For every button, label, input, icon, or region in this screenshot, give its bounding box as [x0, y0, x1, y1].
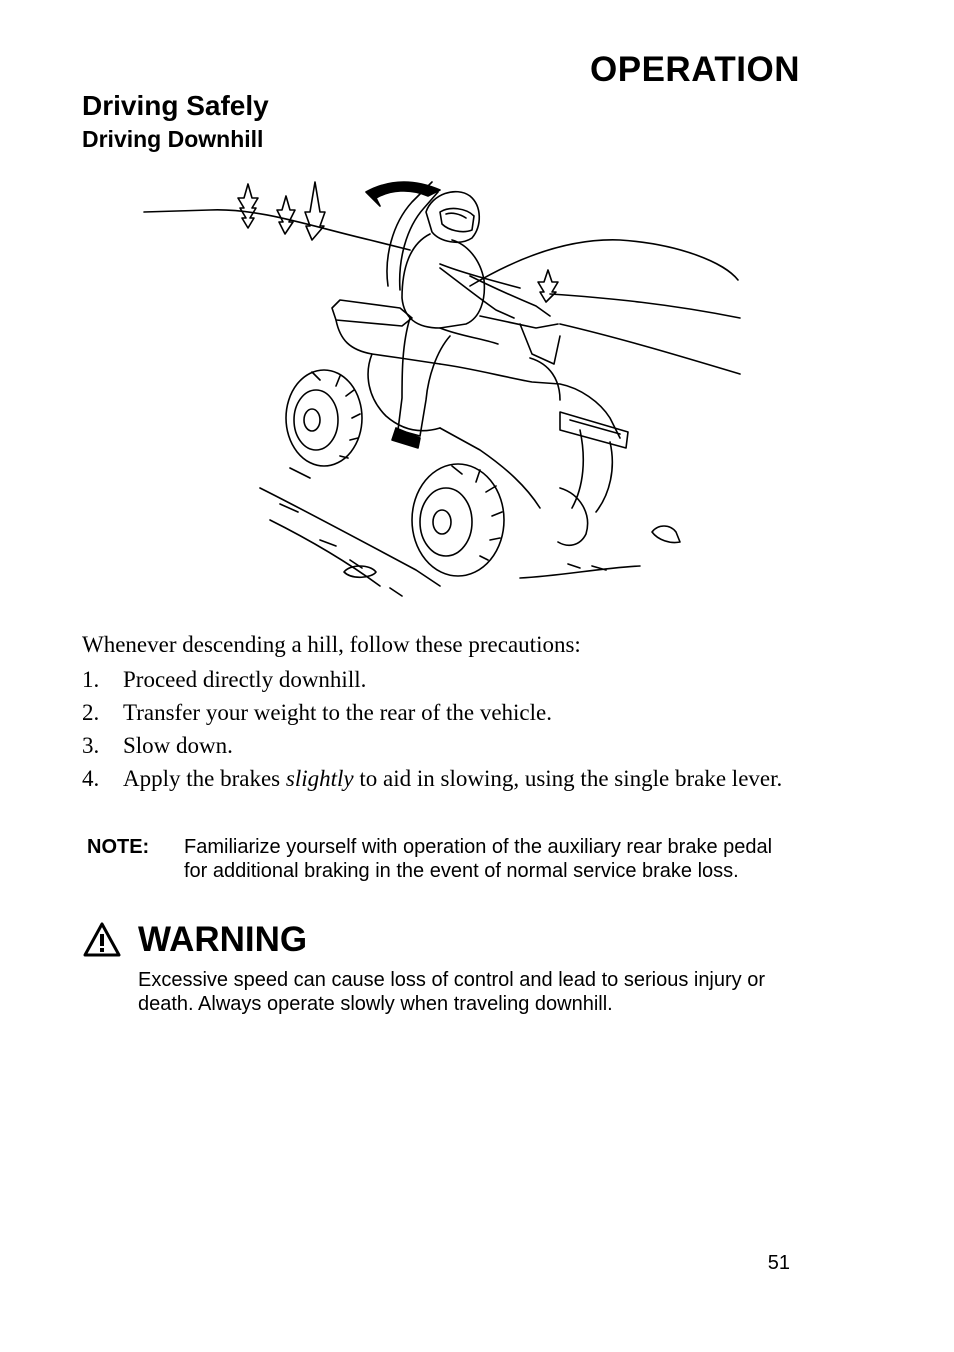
warning-heading	[82, 918, 307, 962]
list-item-text-after: to aid in slowing, using the single brake lever.	[353, 766, 783, 791]
list-item	[82, 701, 802, 725]
precautions-list	[82, 668, 802, 800]
list-item-text: Proceed directly downhill.	[123, 667, 367, 692]
note-label: NOTE:	[87, 836, 150, 858]
page-number: 51	[767, 1252, 790, 1274]
list-item-number: 3.	[82, 733, 100, 758]
page-subtitle: Driving Downhill	[82, 126, 264, 152]
list-item	[82, 767, 802, 791]
section-header: OPERATION	[590, 50, 800, 89]
list-item-number: 2.	[82, 700, 100, 725]
list-item-number: 4.	[82, 766, 100, 791]
page-title: Driving Safely	[82, 90, 269, 121]
note-text: Familiarize yourself with operation of the auxiliary rear brake pedal for additional braking in the event of normal service brake loss.	[184, 836, 773, 882]
atv-downhill-illustration	[140, 168, 750, 600]
list-item-text: Transfer your weight to the rear of the vehicle.	[123, 700, 552, 725]
list-item	[82, 668, 802, 692]
list-item-emphasis: slightly	[285, 766, 354, 791]
list-item	[82, 734, 802, 758]
warning-triangle-icon	[82, 920, 122, 960]
warning-title: WARNING	[138, 920, 308, 959]
list-item-text: Slow down.	[123, 733, 233, 758]
intro-text: Whenever descending a hill, follow these precautions:	[82, 632, 581, 657]
list-item-text-before: Apply the brakes	[123, 766, 286, 791]
list-item-number: 1.	[82, 667, 100, 692]
warning-text: Excessive speed can cause loss of control and lead to serious injury or death. Always operate slowly when traveling downhill.	[138, 969, 766, 1015]
